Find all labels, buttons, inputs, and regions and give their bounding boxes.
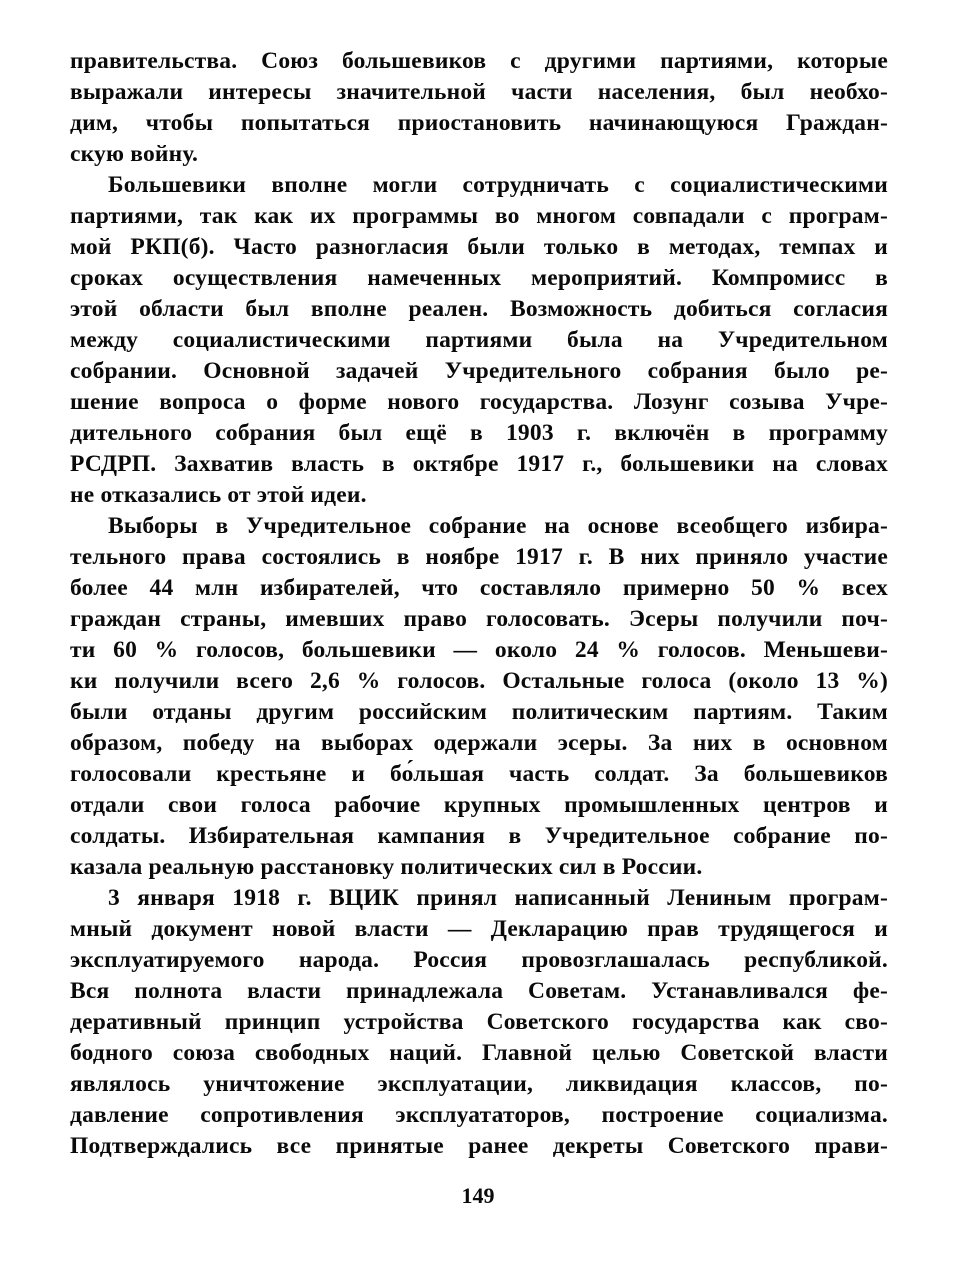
text-line: голосовали крестьяне и бо́льшая часть солдат. За большевиков: [70, 761, 888, 787]
text-line: Вся полнота власти принадлежала Советам. Устанавливался фе-: [70, 978, 888, 1004]
paragraph: [70, 170, 888, 511]
text-line: сроках осуществления намеченных мероприятий. Компромисс в: [70, 265, 888, 291]
text-line: собрании. Основной задачей Учредительного собрания было ре-: [70, 358, 888, 384]
text-line: дим, чтобы попытаться приостановить начинающуюся Граждан-: [70, 110, 888, 136]
text-line: Выборы в Учредительное собрание на основе всеобщего избира-: [108, 513, 888, 539]
text-line: правительства. Союз большевиков с другими партиями, которые: [70, 48, 888, 74]
text-line: этой области был вполне реален. Возможность добиться согласия: [70, 296, 888, 322]
text-line: являлось уничтожение эксплуатации, ликвидация классов, по-: [70, 1071, 888, 1097]
text-line: между социалистическими партиями была на Учредительном: [70, 327, 888, 353]
text-line: Большевики вполне могли сотрудничать с социалистическими: [108, 172, 888, 198]
text-line: солдаты. Избирательная кампания в Учредительное собрание по-: [70, 823, 888, 849]
paragraph: [70, 883, 888, 1162]
paragraph: [70, 46, 888, 170]
text-line: образом, победу на выборах одержали эсеры. За них в основном: [70, 730, 888, 756]
text-line: дительного собрания был ещё в 1903 г. включён в программу: [70, 420, 888, 446]
text-line: выражали интересы значительной части населения, был необхо-: [70, 79, 888, 105]
text-line: Подтверждались все принятые ранее декреты Советского прави-: [70, 1133, 888, 1159]
text-line: тельного права состоялись в ноябре 1917 г. В них приняло участие: [70, 544, 888, 570]
text-line: ти 60 % голосов, большевики — около 24 % голосов. Меньшеви-: [70, 637, 888, 663]
body-text: [70, 46, 888, 1162]
text-line: казала реальную расстановку политических сил в России.: [70, 854, 703, 880]
text-line: более 44 млн избирателей, что составляло примерно 50 % всех: [70, 575, 888, 601]
page-number: 149: [461, 1183, 495, 1208]
text-line: партиями, так как их программы во многом совпадали с програм-: [70, 203, 888, 229]
text-line: бодного союза свободных наций. Главной целью Советской власти: [70, 1040, 888, 1066]
text-line: 3 января 1918 г. ВЦИК принял написанный Лениным програм-: [108, 885, 888, 911]
paragraph: [70, 511, 888, 883]
text-line: были отданы другим российским политическим партиям. Таким: [70, 699, 888, 725]
text-line: мный документ новой власти — Декларацию прав трудящегося и: [70, 916, 888, 942]
text-line: деративный принцип устройства Советского государства как сво-: [70, 1009, 888, 1035]
text-line: мой РКП(б). Часто разногласия были только в методах, темпах и: [70, 234, 888, 260]
text-line: отдали свои голоса рабочие крупных промышленных центров и: [70, 792, 888, 818]
text-line: шение вопроса о форме нового государства. Лозунг созыва Учре-: [70, 389, 888, 415]
text-line: РСДРП. Захватив власть в октябре 1917 г., большевики на словах: [70, 451, 888, 477]
text-line: эксплуатируемого народа. Россия провозглашалась республикой.: [70, 947, 888, 973]
text-line: граждан страны, имевших право голосовать. Эсеры получили поч-: [70, 606, 888, 632]
text-line: не отказались от этой идеи.: [70, 482, 367, 508]
text-line: давление сопротивления эксплуататоров, построение социализма.: [70, 1102, 888, 1128]
text-line: ки получили всего 2,6 % голосов. Остальные голоса (около 13 %): [70, 668, 888, 694]
text-line: скую войну.: [70, 141, 199, 167]
